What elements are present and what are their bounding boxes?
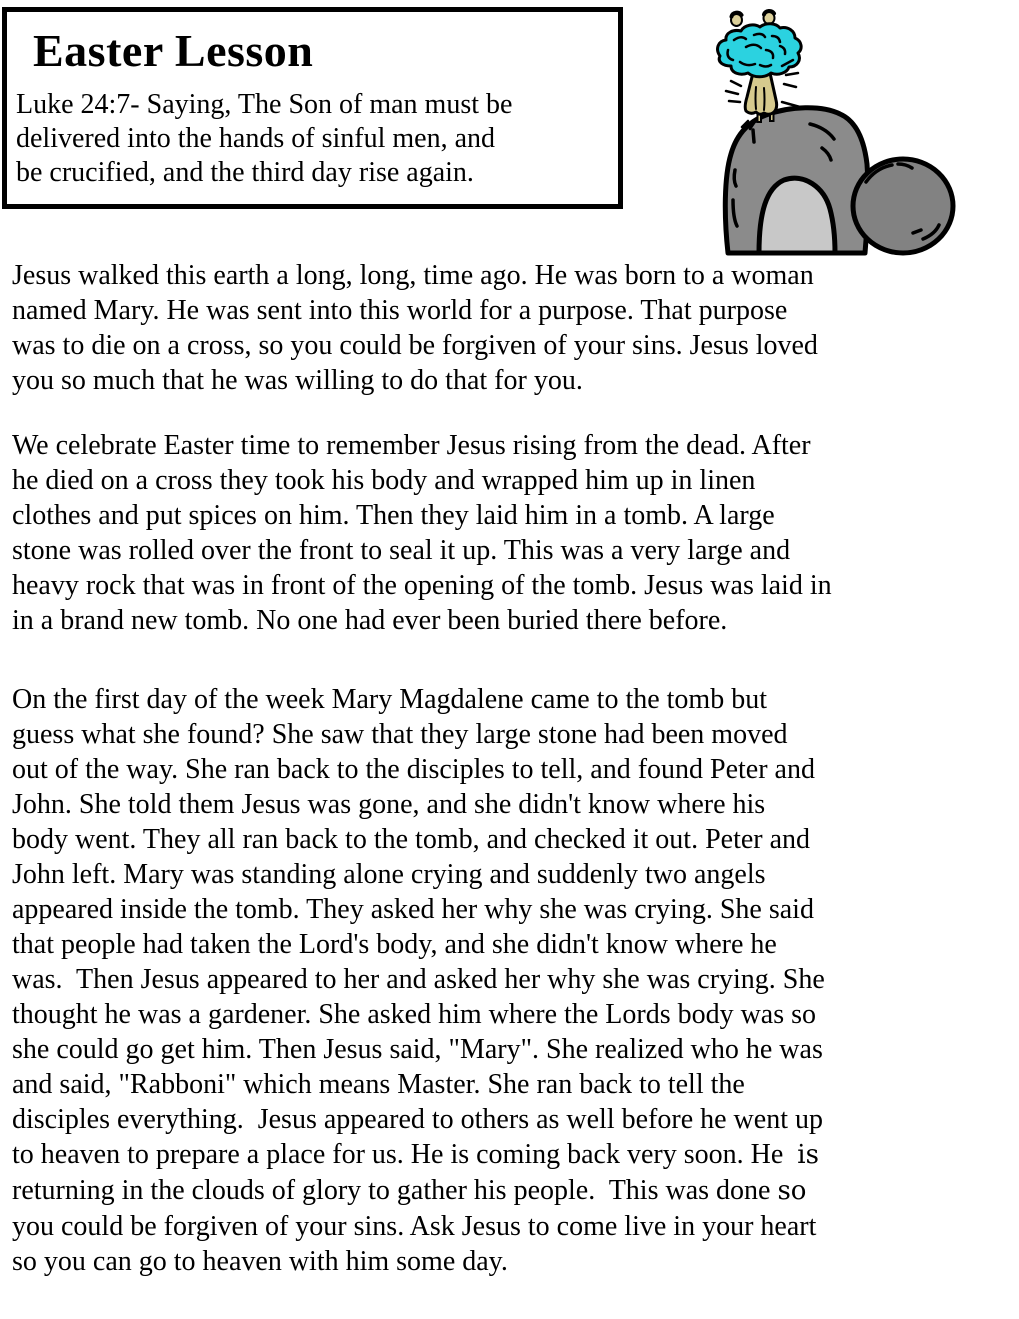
text-line: and said, "Rabboni" which means Master. She ran back to tell the (12, 1069, 745, 1100)
body-paragraph (12, 682, 1014, 1279)
text-line: to heaven to prepare a place for us. He is coming back very soon. He is (12, 1139, 819, 1170)
text-line: she could go get him. Then Jesus said, "Mary". She realized who he was (12, 1034, 823, 1065)
text-line: thought he was a gardener. She asked him where the Lords body was so (12, 999, 817, 1030)
text-line: that people had taken the Lord's body, and she didn't know where he (12, 929, 777, 960)
text-line: Jesus walked this earth a long, long, time ago. He was born to a woman (12, 260, 814, 291)
verse-line: Luke 24:7- Saying, The Son of man must be (16, 89, 513, 120)
text-line: he died on a cross they took his body and wrapped him up in linen (12, 465, 756, 496)
text-line: John. She told them Jesus was gone, and she didn't know where his (12, 789, 766, 820)
text-line: disciples everything. Jesus appeared to others as well before he went up (12, 1104, 823, 1135)
text-line: so you can go to heaven with him some day. (12, 1246, 508, 1277)
figure-cloud (718, 24, 802, 77)
text-line: appeared inside the tomb. They asked her why she was crying. She said (12, 894, 814, 925)
lesson-body (12, 258, 1014, 1279)
page-title: Easter Lesson (33, 25, 314, 76)
text-line: out of the way. She ran back to the disciples to tell, and found Peter and (12, 754, 815, 785)
title-box (2, 7, 623, 209)
text-line: clothes and put spices on him. Then they laid him in a tomb. A large (12, 500, 775, 531)
figure-robe (745, 73, 776, 114)
verse-line: delivered into the hands of sinful men, and (16, 123, 495, 154)
body-paragraph (12, 258, 1014, 398)
verse-text (16, 88, 612, 190)
body-paragraph (12, 428, 1014, 638)
verse-line: be crucified, and the third day rise again. (16, 157, 474, 188)
text-line: you so much that he was willing to do that for you. (12, 365, 583, 396)
text-line: heavy rock that was in front of the opening of the tomb. Jesus was laid in (12, 570, 832, 601)
text-line: was. Then Jesus appeared to her and asked her why she was crying. She (12, 964, 825, 995)
text-line: named Mary. He was sent into this world for a purpose. That purpose (12, 295, 788, 326)
text-line: in a brand new tomb. No one had ever been buried there before. (12, 605, 728, 636)
text-line: stone was rolled over the front to seal it up. This was a very large and (12, 535, 791, 566)
empty-tomb-illustration (698, 2, 958, 264)
text-line: We celebrate Easter time to remember Jesus rising from the dead. After (12, 430, 811, 461)
text-line: John left. Mary was standing alone crying and suddenly two angels (12, 859, 766, 890)
text-line: returning in the clouds of glory to gather his people. This was done so (12, 1175, 807, 1206)
text-line: body went. They all ran back to the tomb, and checked it out. Peter and (12, 824, 811, 855)
text-line: guess what she found? She saw that they large stone had been moved (12, 719, 788, 750)
text-line: was to die on a cross, so you could be forgiven of your sins. Jesus loved (12, 330, 818, 361)
text-line: On the first day of the week Mary Magdalene came to the tomb but (12, 684, 767, 715)
text-line: you could be forgiven of your sins. Ask Jesus to come live in your heart (12, 1211, 817, 1242)
rolled-stone (853, 159, 953, 253)
